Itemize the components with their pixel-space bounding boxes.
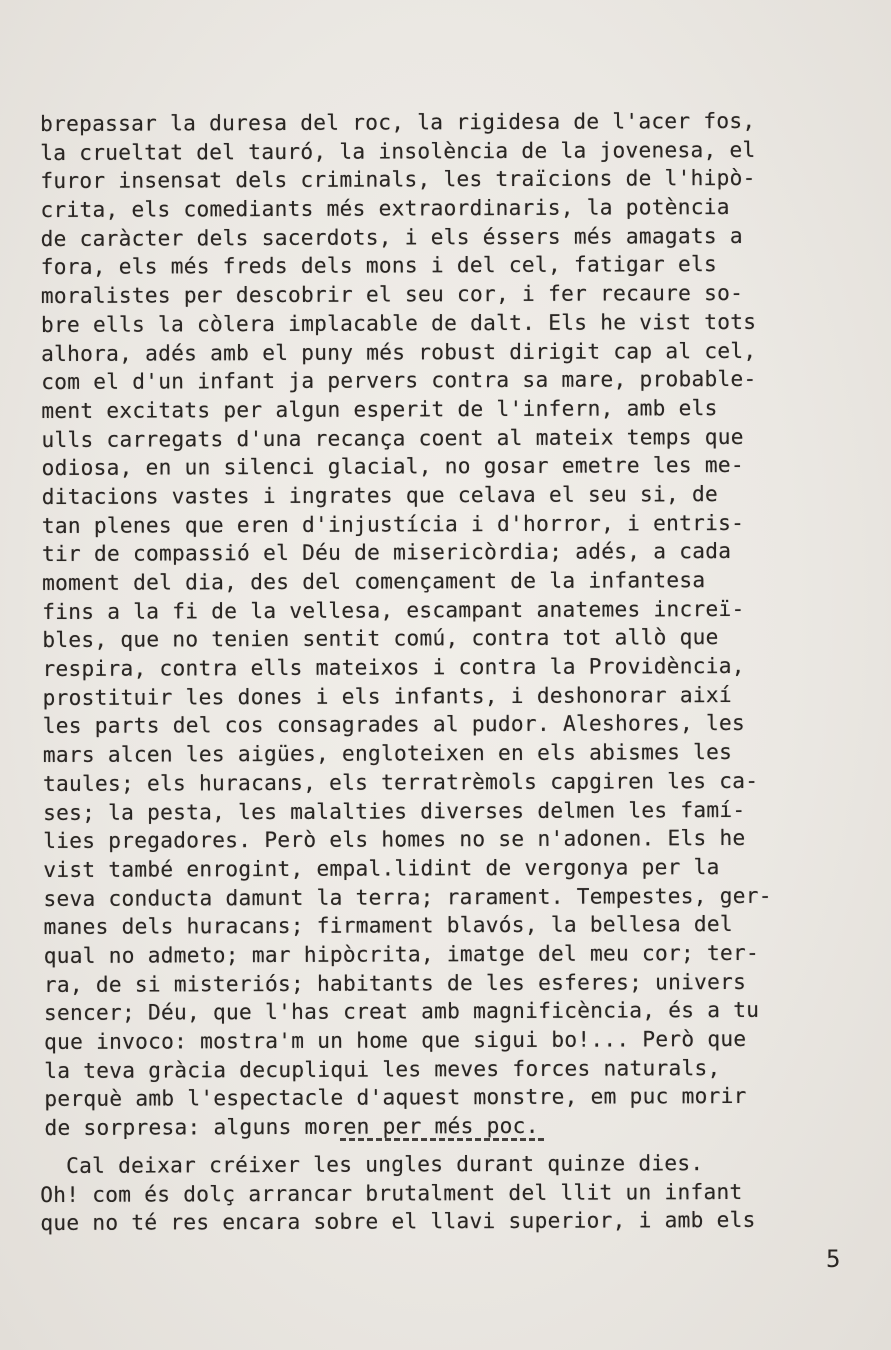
text-line: bles, que no tenien sentit comú, contra tot allò que (42, 624, 719, 653)
text-line: prostituir les dones i els infants, i deshonorar així (42, 681, 732, 710)
page-number: 5 (826, 1245, 841, 1273)
text-line: taules; els huracans, els terratrèmols capgiren les ca- (42, 767, 759, 796)
text-line: que no té res encara sobre el llavi superior, i amb els (40, 1207, 756, 1236)
text-line: perquè amb l'espectacle d'aquest monstre, em puc morir (44, 1083, 747, 1112)
text-line: brepassar la duresa del roc, la rigidesa de l'acer fos, (40, 107, 756, 136)
text-line: alhora, adés amb el puny més robust dirigit cap al cel, (41, 337, 757, 366)
text-line: de caràcter dels sacerdots, i els éssers més amagats a (40, 222, 743, 251)
text-line: bre ells la còlera implacable de dalt. Els he vist tots (40, 308, 757, 337)
text-line: ulls carregats d'una recança coent al mateix temps que (41, 423, 744, 452)
text-line: Oh! com és dolç arrancar brutalment del llit un infant (40, 1178, 743, 1207)
text-line: moment del dia, des del començament de la infantesa (42, 567, 706, 595)
text-line: furor insensat dels criminals, les traïcions de l'hipò- (40, 165, 756, 194)
paragraph-2 (40, 1147, 860, 1237)
text-line: les parts del cos consagrades al pudor. Aleshores, les (42, 710, 746, 739)
text-line: qual no admeto; mar hipòcrita, imatge del meu cor; ter- (43, 939, 760, 968)
text-line: que invoco: mostra'm un home que sigui bo!... Però que (44, 1025, 747, 1054)
text-line: com el d'un infant ja pervers contra sa mare, probable- (41, 366, 757, 395)
text-line: mars alcen les aigües, engloteixen en els abismes les (42, 739, 733, 768)
text-line: vist també enrogint, empal.lidint de vergonya per la (43, 853, 720, 882)
text-line: ditacions vastes i ingrates que celava el seu si, de (41, 480, 719, 509)
text-line: manes dels huracans; firmament blavós, la bellesa del (43, 911, 733, 940)
text-line: sencer; Déu, que l'has creat amb magnificència, és a tu (43, 997, 760, 1026)
text-line: la teva gràcia decupliqui les meves forces naturals, (44, 1054, 721, 1083)
text-line: ra, de si misteriós; habitants de les esferes; univers (43, 968, 747, 997)
text-line: lies pregadores. Però els homes no se n'adonen. Els he (43, 825, 746, 854)
text-line: crita, els comediants més extraordinaris, la potència (40, 194, 730, 223)
text-line: ses; la pesta, les malalties diverses delmen les famí- (43, 796, 746, 825)
text-line: odiosa, en un silenci glacial, no gosar emetre les me- (41, 452, 744, 481)
text-line: seva conducta damunt la terra; rarament. Tempestes, ger- (43, 882, 772, 911)
text-line: Cal deixar créixer les ungles durant quinze dies. (40, 1150, 704, 1178)
text-line: fora, els més freds dels mons i del cel, fatigar els (40, 251, 718, 280)
text-line: la crueltat del tauró, la insolència de la jovenesa, el (40, 136, 756, 165)
section-separator (340, 1138, 544, 1141)
text-line: de sorpresa: alguns moren per més poc. (44, 1112, 539, 1141)
paragraph-1 (40, 106, 864, 1142)
text-line: ment excitats per algun esperit de l'infern, amb els (41, 394, 718, 423)
text-line: tan plenes que eren d'injustícia i d'horror, i entris- (41, 509, 745, 538)
text-line: tir de compassió el Déu de misericòrdia; adés, a cada (41, 538, 732, 567)
text-line: respira, contra ells mateixos i contra la Providència, (42, 652, 745, 682)
text-line: fins a la fi de la vellesa, escampant anatemes increï- (42, 595, 745, 624)
text-line: moralistes per descobrir el seu cor, i fer recaure so- (40, 280, 744, 309)
